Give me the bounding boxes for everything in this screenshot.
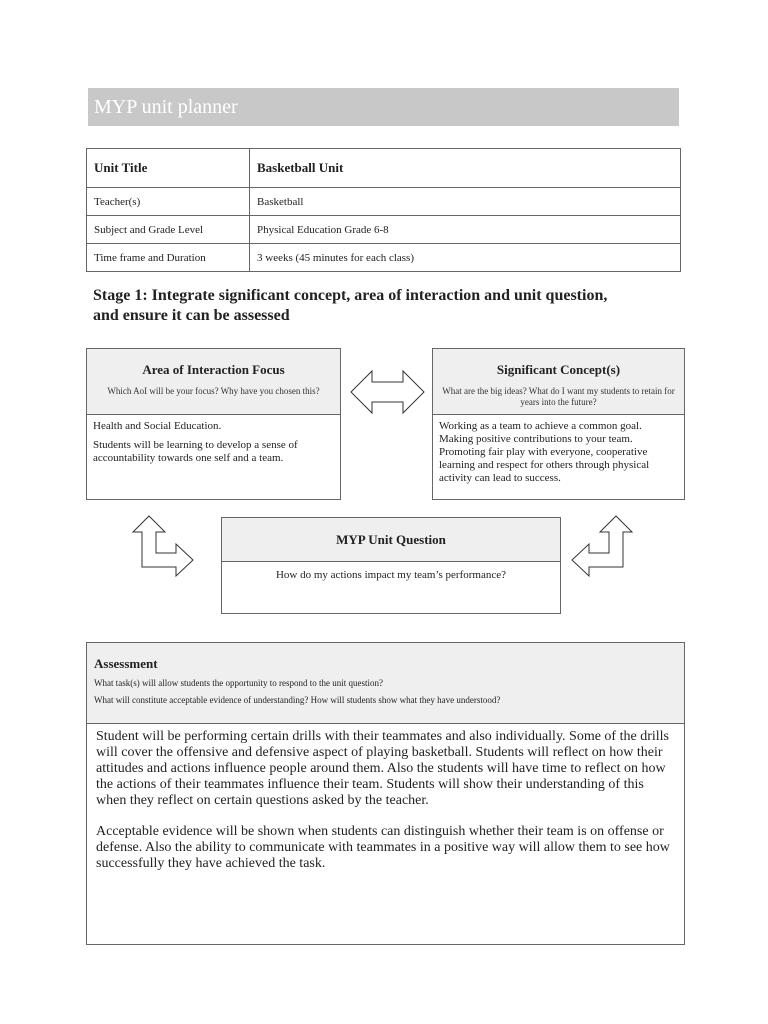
significant-concept-box [432,348,685,500]
page-banner: MYP unit planner [88,88,679,126]
table-row [87,149,681,188]
aoi-question: Which AoI will be your focus? Why have you chosen this? [107,386,320,396]
uq-title: MYP Unit Question [336,532,446,547]
corner-arrow-left-icon [132,515,194,577]
assessment-header [87,643,684,724]
unit-question-box [221,517,561,614]
table-row [87,188,681,216]
aoi-answer [87,415,340,476]
assessment-answer [87,724,684,892]
stage-heading-line1: Stage 1: Integrate significant concept, area of interaction and unit question, [93,287,608,304]
assessment-paragraph-2: Acceptable evidence will be shown when students can distinguish whether their team is on offense or defense. Also the ability to communicate with teammates in a positive way will allow them to see how successfully they have achieved the task. [96,824,670,871]
corner-arrow-right-icon [571,515,633,577]
sc-question: What are the big ideas? What do I want my students to retain for years into the future? [442,386,675,407]
assessment-box [86,642,685,945]
assessment-paragraph-1: Student will be performing certain drills with their teammates and also individually. Some of the drills will cover the offensive and defensive aspect of playing basketball. Students will reflect on how their attitudes and actions influence people around them. Also the students will have time to reflect on how the actions of their teammates influence their team. Students will show their understanding of this when they reflect on certain questions asked by the teacher. [96,729,669,808]
table-value: Basketball Unit [250,149,681,188]
assessment-question-1: What task(s) will allow students the opportunity to respond to the unit question? [94,678,383,688]
aoi-title: Area of Interaction Focus [142,362,285,377]
table-label: Time frame and Duration [87,244,250,272]
assessment-question-2: What will constitute acceptable evidence of understanding? How will students show what they have understood? [94,695,501,705]
assessment-title: Assessment [94,656,158,671]
unit-info-table [86,148,681,272]
uq-answer: How do my actions impact my team’s performance? [275,569,506,581]
table-row [87,244,681,272]
sc-header [433,349,684,415]
double-arrow-icon [350,370,425,414]
table-value: Physical Education Grade 6-8 [250,216,681,244]
table-row [87,216,681,244]
stage-heading [93,286,693,326]
area-of-interaction-box [86,348,341,500]
aoi-answer-p2: Students will be learning to develop a sense of accountability towards one self and a team. [93,439,298,464]
table-value: Basketball [250,188,681,216]
aoi-answer-p1: Health and Social Education. [93,420,222,432]
sc-title: Significant Concept(s) [496,362,621,377]
table-label: Teacher(s) [87,188,250,216]
uq-header [222,518,560,562]
aoi-header [87,349,340,415]
stage-heading-line2: and ensure it can be assessed [93,307,290,324]
sc-answer: Working as a team to achieve a common goal. Making positive contributions to your team. Promoting fair play with everyone, cooperative learning and respect for others through physical activity can lead to success. [439,420,650,484]
table-label: Subject and Grade Level [87,216,250,244]
table-label: Unit Title [87,149,250,188]
table-value: 3 weeks (45 minutes for each class) [250,244,681,272]
